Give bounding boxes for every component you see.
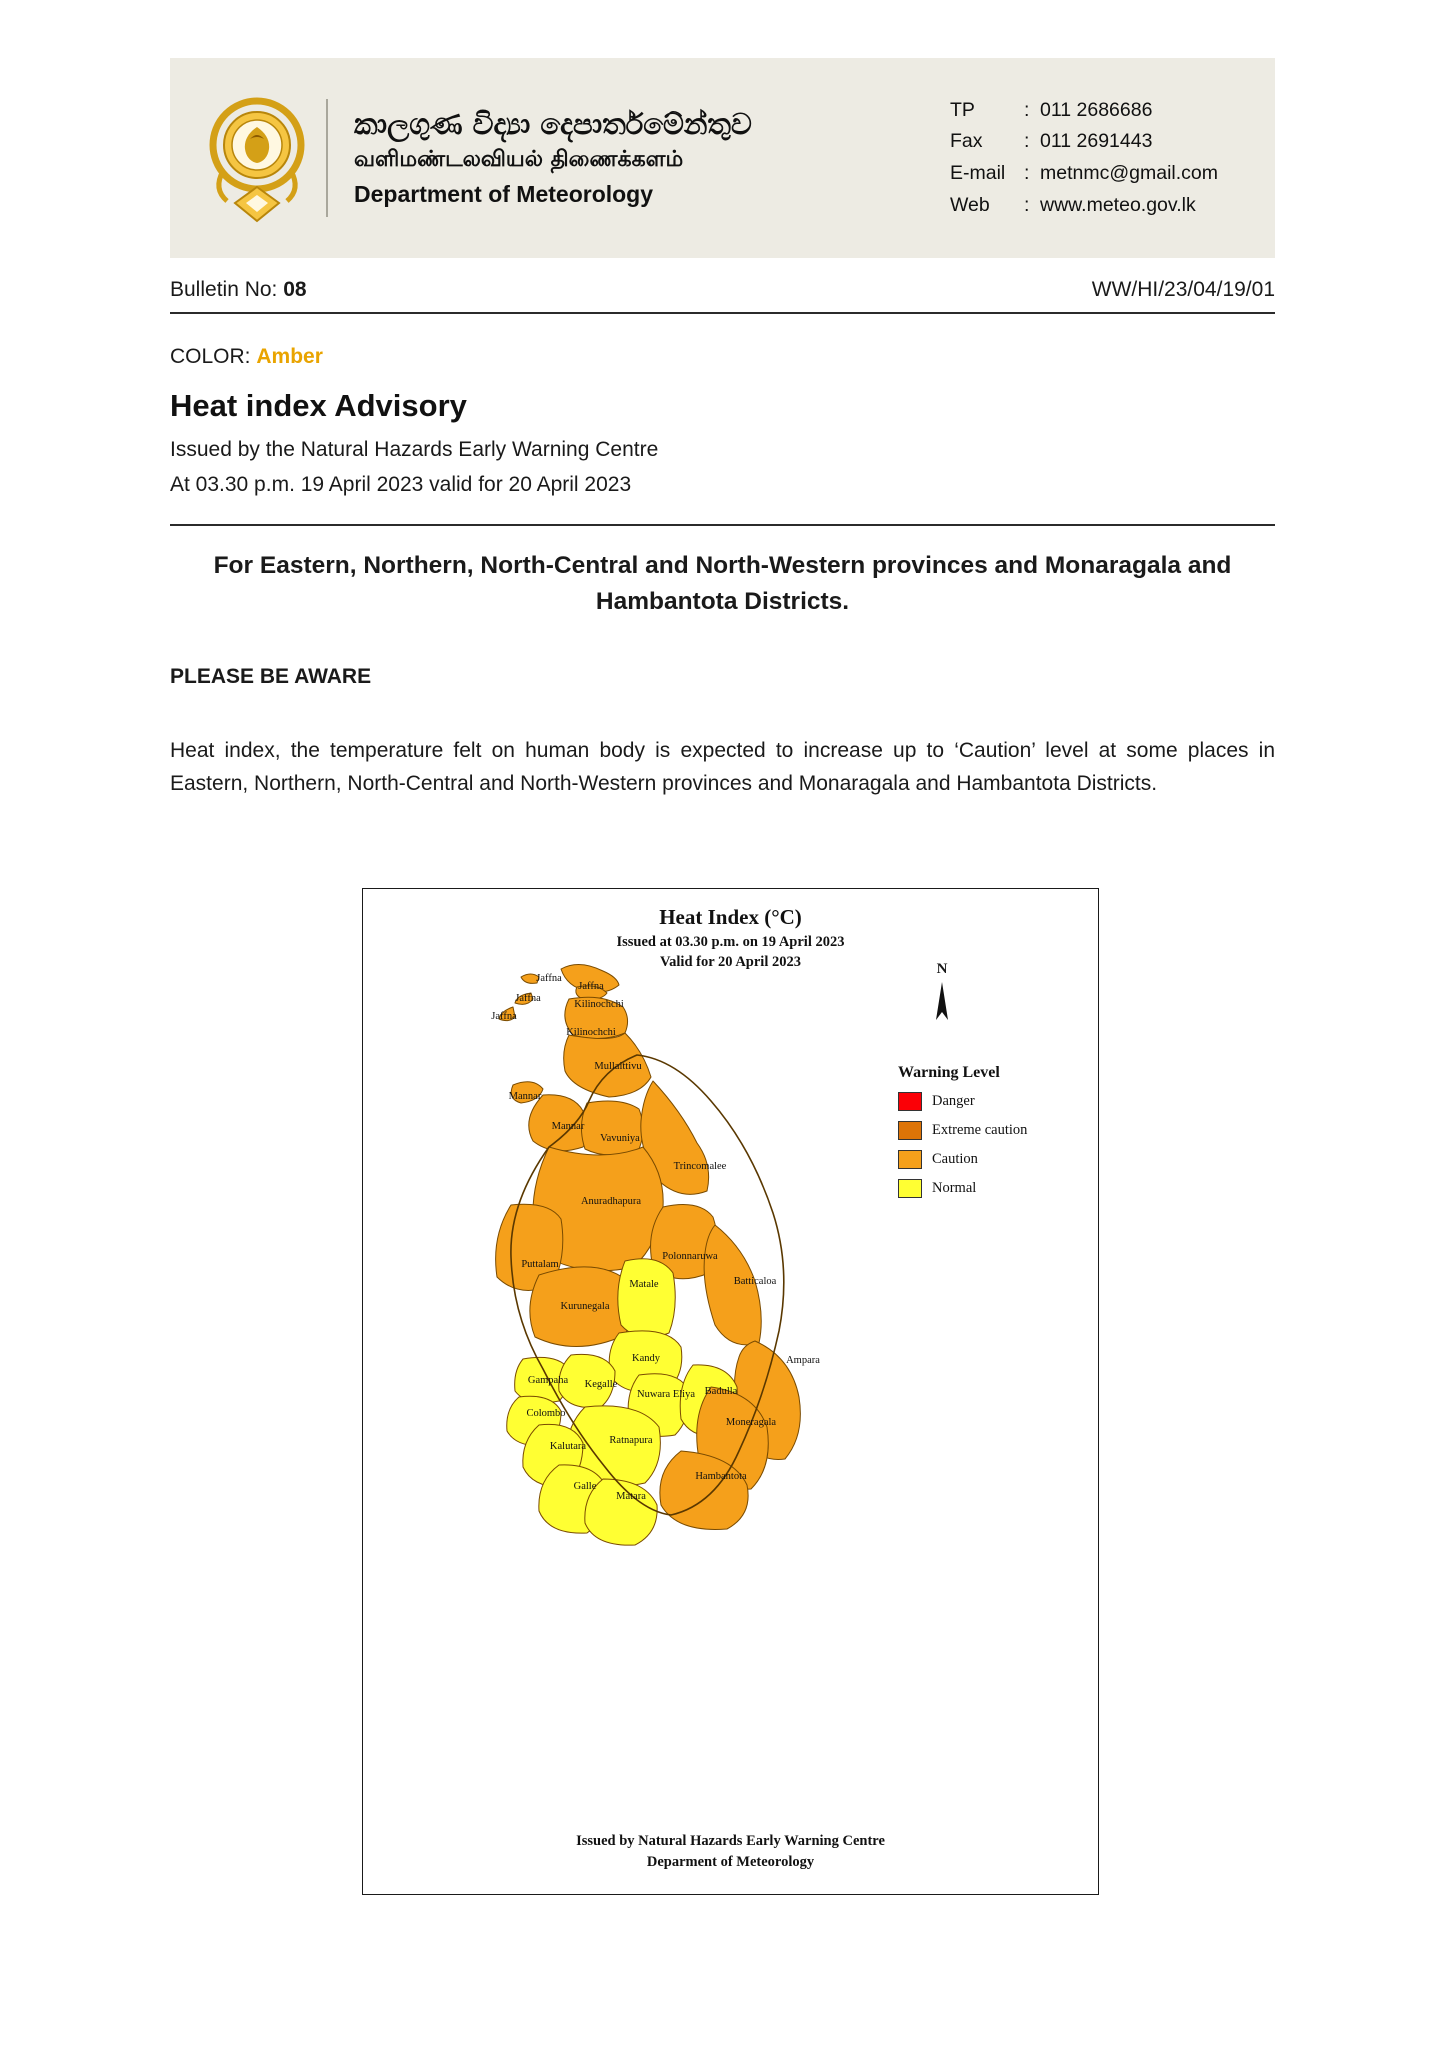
validity-line: At 03.30 p.m. 19 April 2023 valid for 20 April 2023 [170,473,632,496]
letterhead [170,58,1275,258]
district-label: Kandy [632,1353,660,1364]
legend-label-caution: Caution [932,1151,978,1167]
heat-index-map-figure [362,888,1099,1895]
bulletin-reference: WW/HI/23/04/19/01 [1091,278,1275,301]
color-label: COLOR: [170,345,251,368]
district-label: Vavuniya [600,1133,640,1144]
map-title: Heat Index (°C) [659,905,802,929]
org-name-sinhala: කාලගුණ විද්‍යා දෙපාර්තමේන්තුව [354,106,752,141]
alert-word: PLEASE BE AWARE [170,665,372,688]
sri-lanka-district-map [363,889,1098,1894]
region-heading: For Eastern, Northern, North-Central and North-Western provinces and Monaragala and Hambantota Districts. [213,552,1232,615]
district-label: Anuradhapura [580,1196,642,1207]
org-name-english: Department of Meteorology [354,181,654,208]
district-label: Mullaittivu [594,1061,642,1072]
district-label: Moneragala [725,1417,777,1428]
district-label: Jaffna [515,993,541,1004]
contact-row [950,190,1218,222]
district-label: Jaffna [536,973,562,984]
national-emblem-icon [198,83,316,233]
header-divider [170,312,1275,314]
color-value: Amber [256,345,323,368]
legend-label-normal: Normal [932,1180,977,1196]
district-label: Jaffna [491,1011,517,1022]
contact-value: 011 2686686 [1040,98,1153,121]
contact-separator: : [1024,98,1030,121]
issued-by-line: Issued by the Natural Hazards Early Warning Centre [170,438,659,461]
page-title: Heat index Advisory [170,388,467,423]
compass-label: N [936,961,948,977]
legend-label-extreme-caution: Extreme caution [932,1122,1028,1138]
district-label: Puttalam [521,1259,559,1270]
contact-separator: : [1024,130,1030,153]
district-label: Kurunegala [560,1301,610,1312]
contact-row [950,95,1218,127]
color-level-line [170,345,323,369]
advisory-body-text: Heat index, the temperature felt on human body is expected to increase up to ‘Caution’ level at some places in Eastern, Northern, North-Central and North-Western provinces and Monaragala and Hambantota Districts. [170,739,1275,795]
map-subtitle-valid: Valid for 20 April 2023 [660,953,801,970]
district-label: Mannar [508,1091,542,1102]
district-label: Badulla [704,1386,738,1397]
contact-value: 011 2691443 [1040,130,1153,153]
district-label: Trincomalee [673,1161,727,1172]
contact-key: Web [950,193,990,216]
letterhead-divider [326,99,328,217]
map-footer-line2: Deparment of Meteorology [646,1853,815,1870]
district-label: Jaffna [578,981,604,992]
district-label: Gampaha [527,1375,569,1386]
district-label: Mannar [551,1121,585,1132]
contact-key: TP [950,98,975,121]
district-label: Hambantota [695,1471,747,1482]
district-label: Kilinochchi [566,1027,616,1038]
district-label: Galle [573,1481,597,1492]
contact-key: Fax [950,130,983,153]
district-label: Kalutara [549,1441,587,1452]
district-label: Matale [629,1279,659,1290]
district-label: Matara [616,1491,646,1502]
district-label: Ampara [786,1355,820,1366]
bulletin-number-group [170,278,307,302]
contact-row [950,158,1218,190]
district-label: Kegalle [584,1379,618,1390]
map-footer [363,1831,1098,1872]
org-name-tamil: வளிமண்டலவியல் திணைக்களம் [354,146,684,172]
contact-separator: : [1024,193,1030,216]
contact-value-web: www.meteo.gov.lk [1040,193,1196,216]
contact-row [950,126,1218,158]
district-label: Polonnaruwa [662,1251,718,1262]
district-label: Nuwara Eliya [636,1389,696,1400]
contact-key: E-mail [950,162,1006,184]
bulletin-label: Bulletin No: [170,278,278,301]
map-footer-line1: Issued by Natural Hazards Early Warning Centre [576,1833,885,1850]
district-label: Kilinochchi [574,999,624,1010]
department-names [354,108,914,209]
section-divider [170,524,1275,526]
legend-label-danger: Danger [932,1093,975,1109]
bulletin-row [170,278,1275,302]
district-label: Ratnapura [609,1435,653,1446]
district-label: Batticaloa [733,1276,777,1287]
map-subtitle-issued: Issued at 03.30 p.m. on 19 April 2023 [616,934,845,950]
contact-block [950,95,1218,221]
bulletin-number: 08 [283,278,307,301]
district-label: Colombo [526,1408,566,1419]
legend-title: Warning Level [898,1064,1000,1081]
contact-separator: : [1024,162,1030,184]
contact-value-email: metnmc@gmail.com [1040,162,1218,184]
